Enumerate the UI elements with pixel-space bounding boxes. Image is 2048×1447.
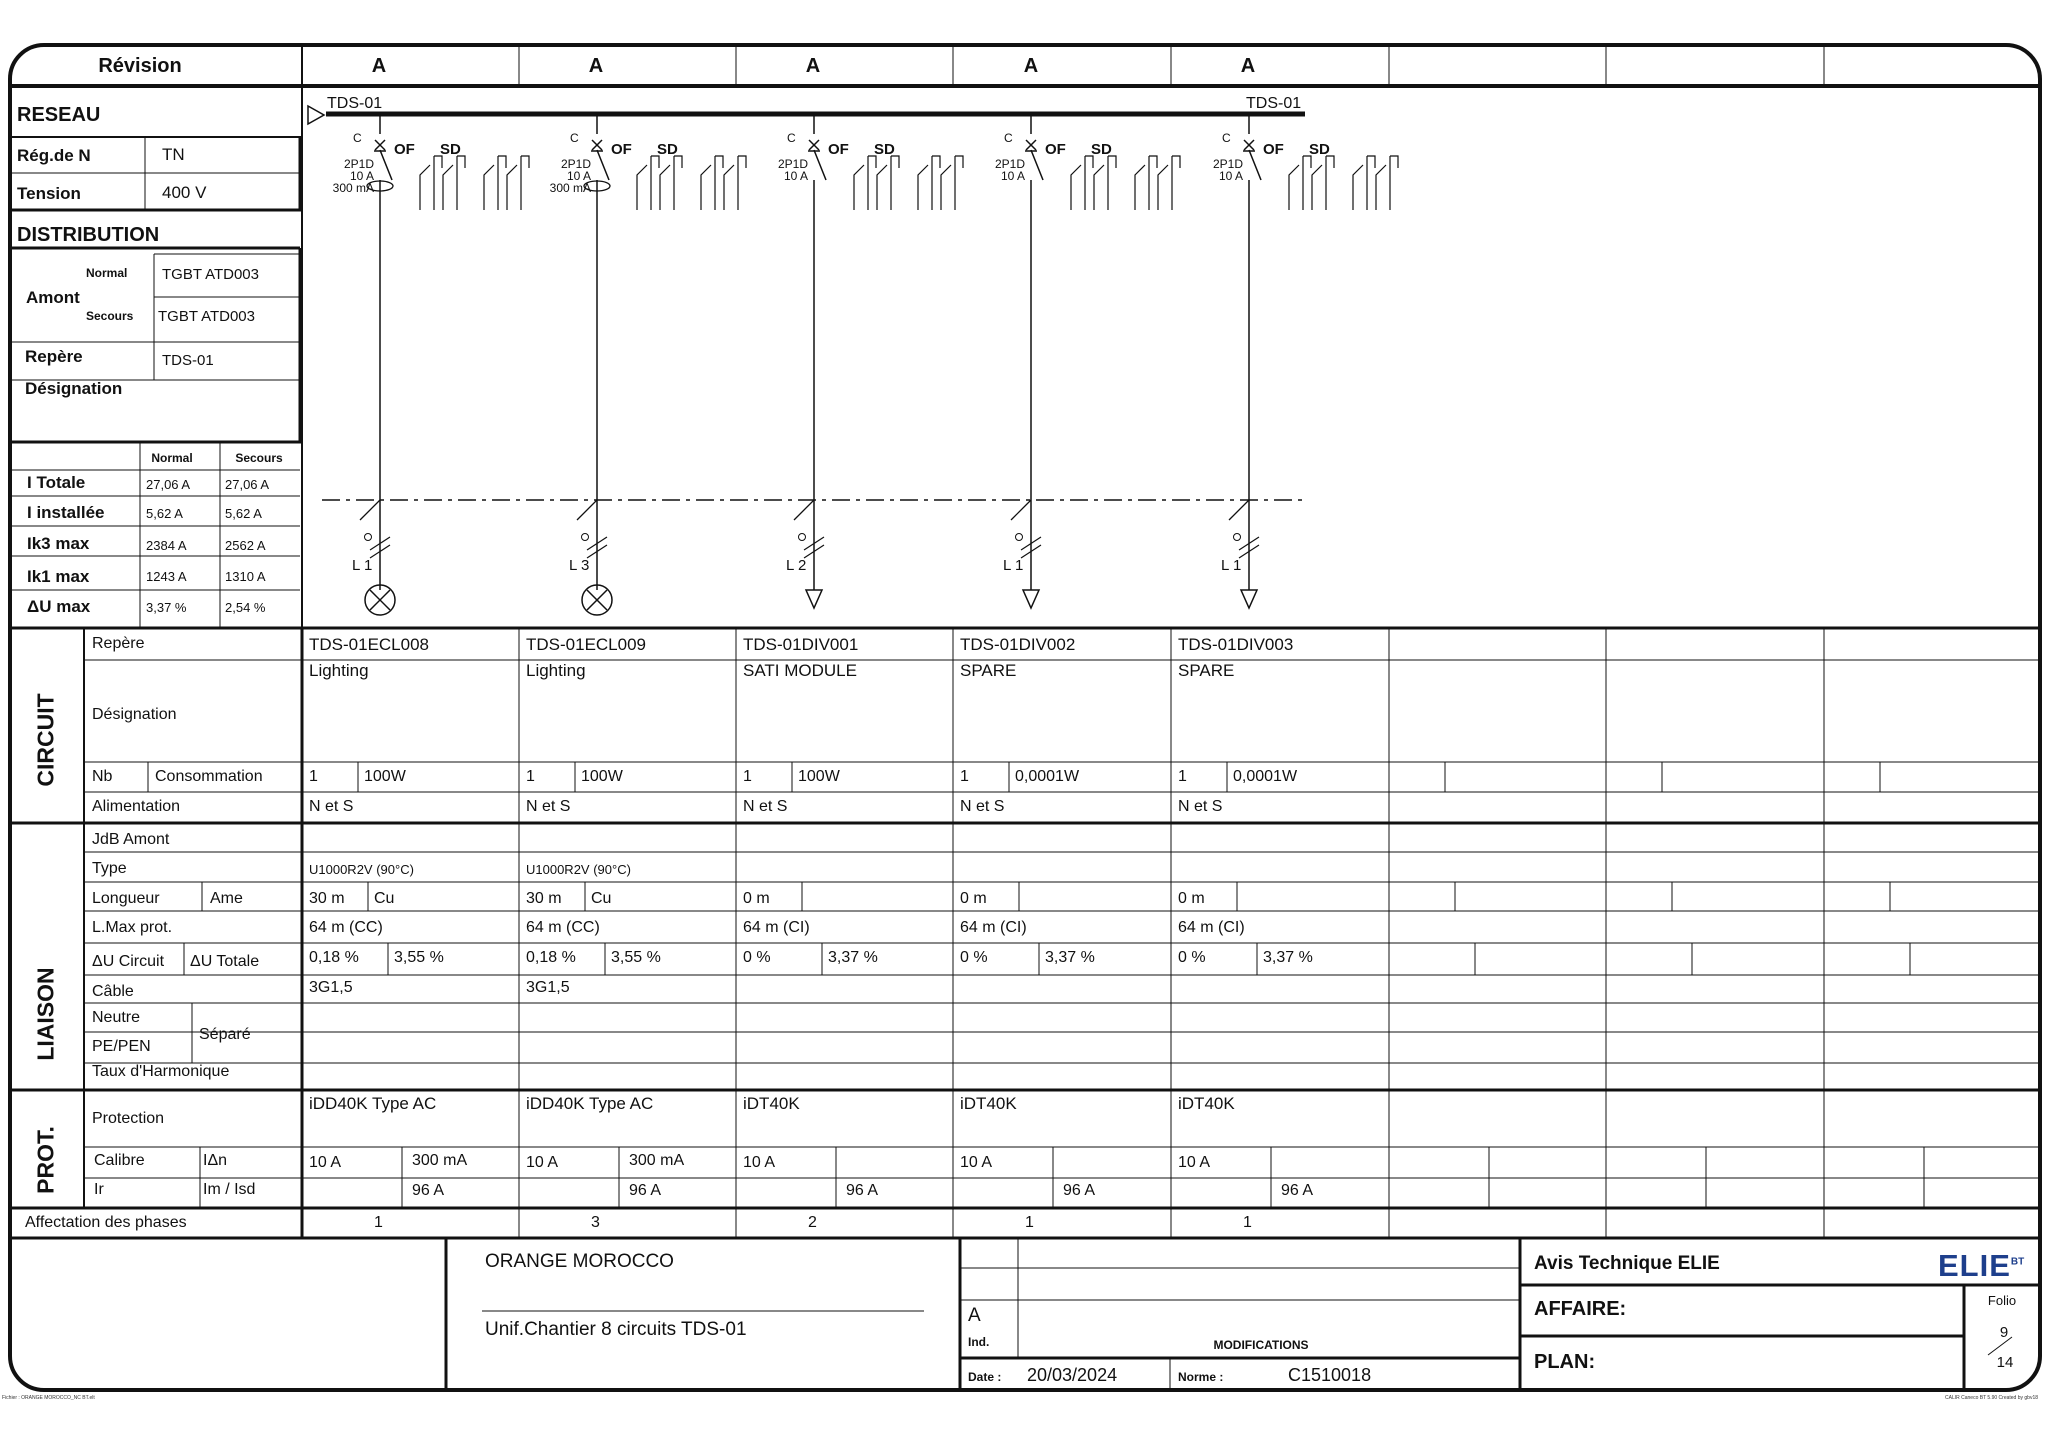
norme-label: Norme : [1178, 1370, 1224, 1384]
plan-label: PLAN: [1534, 1351, 1596, 1373]
load-arrow-icon [1241, 590, 1257, 608]
reg-value: TN [162, 145, 185, 164]
row-label-type: Type [92, 860, 127, 877]
ik3-label: Ik3 max [27, 534, 90, 553]
row-label-pe: PE/PEN [92, 1038, 151, 1055]
modif-rev-index: A [968, 1305, 981, 1326]
du-circuit-value: 0 % [960, 949, 988, 966]
circuit-designation: Lighting [526, 661, 586, 680]
du-circuit-value: 0 % [1178, 949, 1206, 966]
breaker-poles: 2P1D [777, 157, 808, 171]
load-arrow-icon [1023, 590, 1039, 608]
breaker-c-label: C [570, 131, 579, 145]
auxiliary-contact-icon [637, 156, 659, 210]
du-totale-value: 3,55 % [611, 949, 661, 966]
auxiliary-contact-icon [660, 156, 682, 210]
circuit-nb: 1 [743, 768, 752, 785]
protection-calibre: 10 A [526, 1154, 559, 1171]
circuit-repere: TDS-01ECL009 [526, 635, 647, 654]
reg-label: Rég.de N [17, 146, 91, 165]
circuit-section-label: CIRCUIT [32, 693, 59, 787]
load-label: L 3 [569, 557, 590, 574]
cable-section: 3G1,5 [526, 979, 570, 996]
breaker-rating: 10 A [1000, 169, 1025, 183]
amont-normal-value: TGBT ATD003 [162, 266, 259, 283]
circuit-repere: TDS-01ECL008 [309, 635, 430, 654]
norme-value: C1510018 [1288, 1365, 1372, 1385]
of-label: OF [1045, 141, 1066, 158]
ind-label: Ind. [968, 1335, 990, 1349]
sd-label: SD [657, 141, 678, 158]
circuit-designation: SPARE [1178, 661, 1235, 680]
cable-longueur: 30 m [526, 890, 562, 907]
row-label-calibre: Calibre [94, 1152, 145, 1169]
sd-label: SD [440, 141, 461, 158]
differential-sensitivity: 300 mA [549, 181, 591, 195]
ik3-secours: 2562 A [225, 538, 266, 553]
client-name: ORANGE MOROCCO [485, 1251, 674, 1272]
repere-value: TDS-01 [162, 352, 214, 369]
row-label-neutre: Neutre [92, 1009, 141, 1026]
breaker-c-label: C [353, 131, 362, 145]
designation-label: Désignation [25, 379, 123, 398]
cable-lmax: 64 m (CI) [743, 919, 810, 936]
row-label-consommation: Consommation [155, 768, 263, 785]
i-totale-label: I Totale [27, 473, 86, 492]
du-circuit-value: 0,18 % [309, 949, 359, 966]
cable-lmax: 64 m (CC) [526, 919, 600, 936]
du-max-normal: 3,37 % [146, 600, 187, 615]
i-totale-normal: 27,06 A [146, 477, 191, 492]
row-label-du-circuit: ΔU Circuit [92, 953, 165, 970]
ik3-normal: 2384 A [146, 538, 187, 553]
row-label-imisd: Im / Isd [203, 1181, 256, 1198]
protection-imisd: 96 A [412, 1182, 445, 1199]
sd-label: SD [874, 141, 895, 158]
reseau-title: RESEAU [17, 104, 101, 126]
circuit-consommation: 100W [364, 768, 406, 785]
cable-marker-icon [365, 534, 372, 541]
footer-file: Fichier : ORANGE MOROCCO_NC BT.elt [2, 1395, 95, 1401]
row-label-alimentation: Alimentation [92, 798, 181, 815]
circuit-repere: TDS-01DIV001 [743, 635, 859, 654]
folio-number: 9 [1999, 1324, 2009, 1341]
row-label-ame: Ame [210, 890, 243, 907]
row-label-longueur: Longueur [92, 890, 160, 907]
cable-longueur: 0 m [1178, 890, 1205, 907]
liaison-section-label: LIAISON [32, 967, 59, 1061]
cable-lmax: 64 m (CI) [1178, 919, 1245, 936]
circuit-consommation: 100W [798, 768, 840, 785]
amont-normal-label: Normal [86, 266, 128, 280]
amont-label: Amont [26, 288, 80, 307]
cable-marker-icon [1234, 534, 1241, 541]
affaire-label: AFFAIRE: [1534, 1298, 1627, 1320]
secours-header: Secours [235, 451, 283, 465]
protection-imisd: 96 A [846, 1182, 879, 1199]
circuit-consommation: 0,0001W [1015, 768, 1080, 785]
protection-calibre: 10 A [743, 1154, 776, 1171]
circuit-alimentation: N et S [960, 798, 1005, 815]
breaker-blade [814, 150, 826, 180]
of-label: OF [828, 141, 849, 158]
of-label: OF [1263, 141, 1284, 158]
cable-lmax: 64 m (CC) [309, 919, 383, 936]
auxiliary-contact-icon [507, 156, 529, 210]
i-installee-secours: 5,62 A [225, 506, 262, 521]
protection-calibre: 10 A [960, 1154, 993, 1171]
i-totale-secours: 27,06 A [225, 477, 270, 492]
phase-assignment: 1 [374, 1214, 383, 1231]
busbar-label-left: TDS-01 [327, 95, 383, 112]
row-label-designation: Désignation [92, 706, 177, 723]
row-label-protection: Protection [92, 1110, 165, 1127]
circuit-consommation: 100W [581, 768, 623, 785]
of-label: OF [611, 141, 632, 158]
protection-calibre: 10 A [309, 1154, 342, 1171]
load-label: L 1 [1003, 557, 1024, 574]
breaker-blade [1031, 150, 1043, 180]
cable-bend [1229, 500, 1249, 520]
du-totale-value: 3,37 % [828, 949, 878, 966]
du-max-label: ΔU max [27, 597, 91, 616]
breaker-poles: 2P1D [994, 157, 1025, 171]
row-label-lmax: L.Max prot. [92, 919, 173, 936]
auxiliary-contact-icon [918, 156, 940, 210]
revision-value: A [588, 55, 604, 77]
load-label: L 1 [352, 557, 373, 574]
row-label-cable: Câble [92, 983, 134, 1000]
circuit-repere: TDS-01DIV003 [1178, 635, 1294, 654]
revision-value: A [371, 55, 387, 77]
du-totale-value: 3,55 % [394, 949, 444, 966]
auxiliary-contact-icon [1094, 156, 1116, 210]
breaker-poles: 2P1D [560, 157, 591, 171]
protection-imisd: 96 A [1281, 1182, 1314, 1199]
circuit-designation: SPARE [960, 661, 1017, 680]
auxiliary-contact-icon [877, 156, 899, 210]
auxiliary-contact-icon [443, 156, 465, 210]
auxiliary-contact-icon [1071, 156, 1093, 210]
distribution-title: DISTRIBUTION [17, 224, 160, 246]
du-circuit-value: 0,18 % [526, 949, 576, 966]
protection-imisd: 96 A [1063, 1182, 1096, 1199]
cable-bend [1011, 500, 1031, 520]
differential-sensitivity: 300 mA [332, 181, 374, 195]
circuit-alimentation: N et S [526, 798, 571, 815]
cable-section: 3G1,5 [309, 979, 353, 996]
protection-device: iDT40K [960, 1094, 1017, 1113]
protection-device: iDT40K [743, 1094, 800, 1113]
folio-label: Folio [1987, 1293, 2017, 1308]
breaker-rating: 10 A [349, 169, 374, 183]
avis-technique: Avis Technique ELIE [1534, 1253, 1720, 1274]
row-label-ir: Ir [94, 1181, 104, 1198]
breaker-blade [380, 150, 392, 180]
row-label-jdb: JdB Amont [92, 831, 170, 848]
cable-type: U1000R2V (90°C) [309, 862, 414, 877]
prot-section-label: PROT. [32, 1126, 59, 1194]
cable-lmax: 64 m (CI) [960, 919, 1027, 936]
auxiliary-contact-icon [1353, 156, 1375, 210]
revision-label: Révision [98, 55, 182, 77]
auxiliary-contact-icon [484, 156, 506, 210]
normal-header: Normal [151, 451, 193, 465]
breaker-blade [597, 150, 609, 180]
protection-device: iDT40K [1178, 1094, 1235, 1113]
cable-bend [360, 500, 380, 520]
elie-logo: $ELIE^{BT}$ [1938, 1248, 2025, 1283]
busbar-label-right: TDS-01 [1246, 95, 1302, 112]
circuit-alimentation: N et S [743, 798, 788, 815]
cable-ame: Cu [374, 890, 395, 907]
protection-idn: 300 mA [629, 1152, 685, 1169]
circuit-designation: SATI MODULE [743, 661, 857, 680]
load-arrow-icon [806, 590, 822, 608]
row-label-harmonique: Taux d'Harmonique [92, 1063, 230, 1080]
modifications-label: MODIFICATIONS [1213, 1338, 1309, 1352]
row-label-du-totale: ΔU Totale [190, 953, 260, 970]
circuit-nb: 1 [960, 768, 969, 785]
amont-secours-label: Secours [86, 309, 134, 323]
breaker-blade [1249, 150, 1261, 180]
folio-total: 14 [1996, 1354, 2014, 1371]
circuit-designation: Lighting [309, 661, 369, 680]
protection-idn: 300 mA [412, 1152, 468, 1169]
row-label-separe: Séparé [199, 1026, 251, 1043]
sd-label: SD [1309, 141, 1330, 158]
phase-assignment: 3 [591, 1214, 600, 1231]
cable-bend [577, 500, 597, 520]
i-installee-label: I installée [27, 503, 105, 522]
auxiliary-contact-icon [724, 156, 746, 210]
circuit-alimentation: N et S [309, 798, 354, 815]
phase-assignment: 2 [808, 1214, 817, 1231]
of-label: OF [394, 141, 415, 158]
circuit-nb: 1 [526, 768, 535, 785]
breaker-rating: 10 A [1218, 169, 1243, 183]
auxiliary-contact-icon [1312, 156, 1334, 210]
tension-label: Tension [17, 184, 81, 203]
date-value: 20/03/2024 [1027, 1365, 1118, 1385]
ik1-secours: 1310 A [225, 569, 266, 584]
auxiliary-contact-icon [701, 156, 723, 210]
cable-longueur: 0 m [960, 890, 987, 907]
du-circuit-value: 0 % [743, 949, 771, 966]
ik1-normal: 1243 A [146, 569, 187, 584]
sd-label: SD [1091, 141, 1112, 158]
auxiliary-contact-icon [941, 156, 963, 210]
repere-label: Repère [25, 347, 83, 366]
cable-longueur: 0 m [743, 890, 770, 907]
i-installee-normal: 5,62 A [146, 506, 183, 521]
du-totale-value: 3,37 % [1263, 949, 1313, 966]
breaker-c-label: C [787, 131, 796, 145]
load-label: L 1 [1221, 557, 1242, 574]
footer-software: CALIR Caneco BT 5.90 Created by gbv18 [1945, 1395, 2039, 1401]
load-label: L 2 [786, 557, 807, 574]
auxiliary-contact-icon [420, 156, 442, 210]
protection-device: iDD40K Type AC [526, 1094, 654, 1113]
du-totale-value: 3,37 % [1045, 949, 1095, 966]
cable-longueur: 30 m [309, 890, 345, 907]
circuit-alimentation: N et S [1178, 798, 1223, 815]
circuit-repere: TDS-01DIV002 [960, 635, 1076, 654]
breaker-c-label: C [1004, 131, 1013, 145]
row-label-repere: Repère [92, 635, 145, 652]
breaker-c-label: C [1222, 131, 1231, 145]
auxiliary-contact-icon [1158, 156, 1180, 210]
phase-assignment: 1 [1025, 1214, 1034, 1231]
breaker-poles: 2P1D [343, 157, 374, 171]
auxiliary-contact-icon [1135, 156, 1157, 210]
cable-marker-icon [582, 534, 589, 541]
date-label: Date : [968, 1370, 1002, 1384]
project-name: Unif.Chantier 8 circuits TDS-01 [485, 1319, 747, 1340]
tension-value: 400 V [162, 183, 207, 202]
revision-value: A [1240, 55, 1256, 77]
du-max-secours: 2,54 % [225, 600, 266, 615]
cable-bend [794, 500, 814, 520]
cable-marker-icon [1016, 534, 1023, 541]
circuit-nb: 1 [1178, 768, 1187, 785]
auxiliary-contact-icon [1376, 156, 1398, 210]
circuit-nb: 1 [309, 768, 318, 785]
revision-value: A [805, 55, 821, 77]
protection-device: iDD40K Type AC [309, 1094, 437, 1113]
revision-value: A [1023, 55, 1039, 77]
breaker-rating: 10 A [783, 169, 808, 183]
phase-assignment: 1 [1243, 1214, 1252, 1231]
breaker-rating: 10 A [566, 169, 591, 183]
protection-imisd: 96 A [629, 1182, 662, 1199]
ik1-label: Ik1 max [27, 567, 90, 586]
row-label-phases: Affectation des phases [25, 1214, 187, 1231]
row-label-nb: Nb [92, 768, 113, 785]
incoming-feeder-icon [308, 106, 324, 124]
row-label-idn: IΔn [203, 1152, 228, 1169]
cable-marker-icon [799, 534, 806, 541]
breaker-poles: 2P1D [1212, 157, 1243, 171]
protection-calibre: 10 A [1178, 1154, 1211, 1171]
circuit-consommation: 0,0001W [1233, 768, 1298, 785]
auxiliary-contact-icon [1289, 156, 1311, 210]
cable-ame: Cu [591, 890, 612, 907]
auxiliary-contact-icon [854, 156, 876, 210]
cable-type: U1000R2V (90°C) [526, 862, 631, 877]
amont-secours-value: TGBT ATD003 [158, 308, 255, 325]
